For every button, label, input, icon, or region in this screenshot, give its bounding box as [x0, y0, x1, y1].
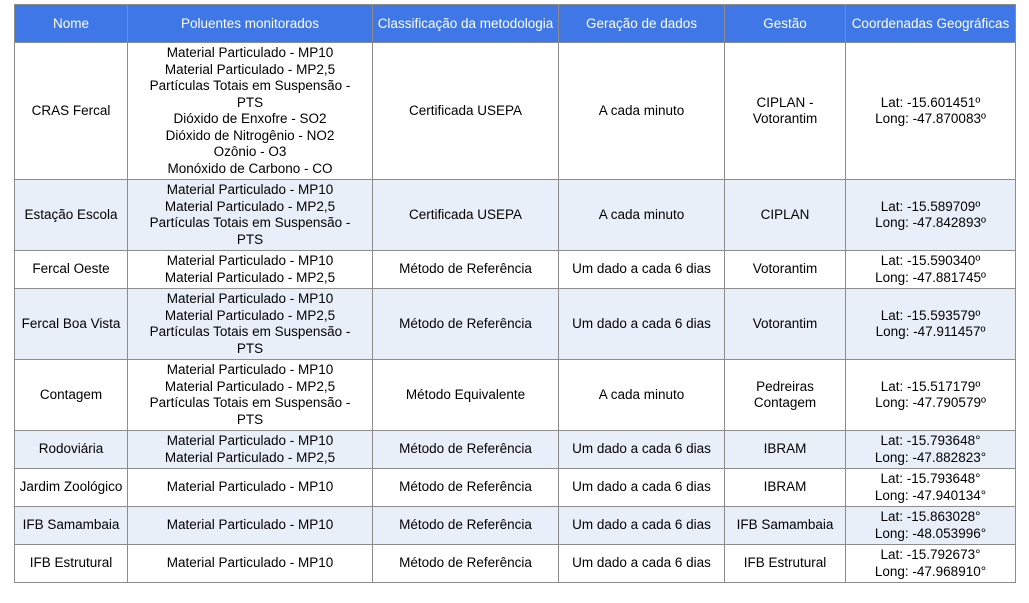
pollutant-item: Ozônio - O3	[213, 144, 287, 159]
longitude-value: Long: -48.053996°	[874, 525, 987, 541]
cell-gestao: IFB Samambaia	[725, 507, 846, 545]
cell-coordenadas	[846, 469, 1016, 507]
cell-nome: Rodoviária	[15, 431, 128, 469]
pollutant-item: Material Particulado - MP10	[166, 182, 334, 197]
cell-geracao: A cada minuto	[559, 180, 725, 251]
header-gestao: Gestão	[725, 5, 846, 43]
longitude-value: Long: -47.881745º	[875, 269, 986, 285]
cell-nome: CRAS Fercal	[15, 43, 128, 180]
cell-coordenadas	[846, 431, 1016, 469]
cell-geracao: Um dado a cada 6 dias	[559, 431, 725, 469]
pollutant-item: Material Particulado - MP10	[166, 555, 334, 571]
longitude-value: Long: -47.790579º	[875, 395, 986, 410]
cell-coordenadas	[846, 360, 1016, 431]
pollutant-item: Material Particulado - MP10	[166, 253, 334, 268]
pollutant-item: Material Particulado - MP2,5	[164, 378, 336, 394]
longitude-value: Long: -47.882823°	[874, 449, 987, 465]
cell-gestao: Pedreiras Contagem	[725, 360, 846, 431]
cell-geracao: Um dado a cada 6 dias	[559, 251, 725, 289]
cell-classificacao: Certificada USEPA	[373, 43, 559, 180]
table-row	[15, 180, 1016, 251]
pollutant-item: PTS	[236, 411, 264, 427]
pollutant-item: Dióxido de Nitrogênio - NO2	[165, 127, 335, 143]
latitude-value: Lat: -15.863028°	[880, 509, 981, 524]
pollutant-item: Monóxido de Carbono - CO	[167, 160, 333, 176]
latitude-value: Lat: -15.517179º	[880, 378, 981, 394]
cell-coordenadas	[846, 43, 1016, 180]
cell-gestao: IFB Estrutural	[725, 545, 846, 583]
latitude-value: Lat: -15.793648°	[880, 471, 981, 486]
latitude-value: Lat: -15.593579º	[880, 307, 981, 323]
cell-geracao: Um dado a cada 6 dias	[559, 469, 725, 507]
table-row	[15, 360, 1016, 431]
cell-classificacao: Método de Referência	[373, 469, 559, 507]
cell-poluentes	[128, 431, 373, 469]
cell-gestao: CIPLAN	[725, 180, 846, 251]
longitude-value: Long: -47.911457º	[875, 324, 986, 339]
pollutant-item: Material Particulado - MP2,5	[164, 307, 336, 323]
cell-coordenadas	[846, 545, 1016, 583]
pollutant-item: PTS	[236, 340, 264, 356]
pollutant-item: PTS	[236, 94, 264, 110]
pollutant-item: Material Particulado - MP2,5	[164, 269, 336, 285]
cell-coordenadas	[846, 507, 1016, 545]
pollutant-item: Material Particulado - MP10	[166, 433, 334, 448]
cell-gestao: IBRAM	[725, 431, 846, 469]
longitude-value: Long: -47.940134°	[874, 487, 987, 503]
cell-coordenadas	[846, 289, 1016, 360]
cell-poluentes	[128, 360, 373, 431]
cell-classificacao: Método Equivalente	[373, 360, 559, 431]
pollutant-item: Material Particulado - MP10	[166, 517, 334, 533]
cell-classificacao: Método de Referência	[373, 507, 559, 545]
pollutant-item: PTS	[236, 231, 264, 247]
cell-classificacao: Método de Referência	[373, 545, 559, 583]
cell-classificacao: Certificada USEPA	[373, 180, 559, 251]
pollutant-item: Material Particulado - MP2,5	[164, 61, 336, 77]
cell-gestao: Votorantim	[725, 289, 846, 360]
pollutant-item: Material Particulado - MP10	[166, 362, 334, 377]
header-poluentes: Poluentes monitorados	[128, 5, 373, 43]
latitude-value: Lat: -15.590340º	[880, 253, 981, 268]
cell-geracao: Um dado a cada 6 dias	[559, 545, 725, 583]
cell-poluentes	[128, 545, 373, 583]
table-row	[15, 545, 1016, 583]
cell-poluentes	[128, 180, 373, 251]
table-row	[15, 431, 1016, 469]
cell-classificacao: Método de Referência	[373, 431, 559, 469]
table-header-row	[15, 5, 1016, 43]
cell-nome: IFB Estrutural	[15, 545, 128, 583]
cell-nome: Contagem	[15, 360, 128, 431]
monitoring-stations-table	[14, 4, 1016, 583]
cell-gestao: Votorantim	[725, 251, 846, 289]
longitude-value: Long: -47.870083º	[875, 111, 986, 126]
table-row	[15, 251, 1016, 289]
cell-nome: IFB Samambaia	[15, 507, 128, 545]
cell-coordenadas	[846, 180, 1016, 251]
cell-poluentes	[128, 289, 373, 360]
pollutant-item: Dióxido de Enxofre - SO2	[173, 111, 327, 126]
longitude-value: Long: -47.968910°	[874, 563, 987, 579]
cell-geracao: A cada minuto	[559, 43, 725, 180]
table-row	[15, 469, 1016, 507]
pollutant-item: Material Particulado - MP2,5	[164, 449, 336, 465]
table-row	[15, 289, 1016, 360]
header-coordenadas: Coordenadas Geográficas	[846, 5, 1016, 43]
latitude-value: Lat: -15.793648°	[880, 433, 981, 448]
cell-classificacao: Método de Referência	[373, 251, 559, 289]
header-classificacao: Classificação da metodologia	[373, 5, 559, 43]
cell-geracao: A cada minuto	[559, 360, 725, 431]
pollutant-item: Material Particulado - MP10	[166, 45, 334, 60]
cell-geracao: Um dado a cada 6 dias	[559, 507, 725, 545]
cell-poluentes	[128, 43, 373, 180]
cell-poluentes	[128, 507, 373, 545]
cell-coordenadas	[846, 251, 1016, 289]
header-nome: Nome	[15, 5, 128, 43]
pollutant-item: Material Particulado - MP2,5	[164, 198, 336, 214]
pollutant-item: Partículas Totais em Suspensão -	[149, 395, 351, 410]
cell-nome: Fercal Boa Vista	[15, 289, 128, 360]
table-body	[15, 43, 1016, 583]
pollutant-item: Partículas Totais em Suspensão -	[149, 324, 351, 339]
pollutant-item: Partículas Totais em Suspensão -	[149, 78, 351, 93]
latitude-value: Lat: -15.792673°	[880, 547, 981, 562]
cell-gestao: IBRAM	[725, 469, 846, 507]
table-row	[15, 507, 1016, 545]
cell-nome: Estação Escola	[15, 180, 128, 251]
cell-poluentes	[128, 251, 373, 289]
latitude-value: Lat: -15.589709º	[880, 198, 981, 214]
latitude-value: Lat: -15.601451º	[880, 94, 981, 110]
cell-classificacao: Método de Referência	[373, 289, 559, 360]
header-geracao: Geração de dados	[559, 5, 725, 43]
cell-gestao: CIPLAN - Votorantim	[725, 43, 846, 180]
pollutant-item: Material Particulado - MP10	[166, 479, 334, 495]
pollutant-item: Partículas Totais em Suspensão -	[149, 215, 351, 230]
cell-nome: Jardim Zoológico	[15, 469, 128, 507]
pollutant-item: Material Particulado - MP10	[166, 291, 334, 306]
longitude-value: Long: -47.842893º	[875, 215, 986, 230]
cell-poluentes	[128, 469, 373, 507]
cell-geracao: Um dado a cada 6 dias	[559, 289, 725, 360]
table-row	[15, 43, 1016, 180]
cell-nome: Fercal Oeste	[15, 251, 128, 289]
